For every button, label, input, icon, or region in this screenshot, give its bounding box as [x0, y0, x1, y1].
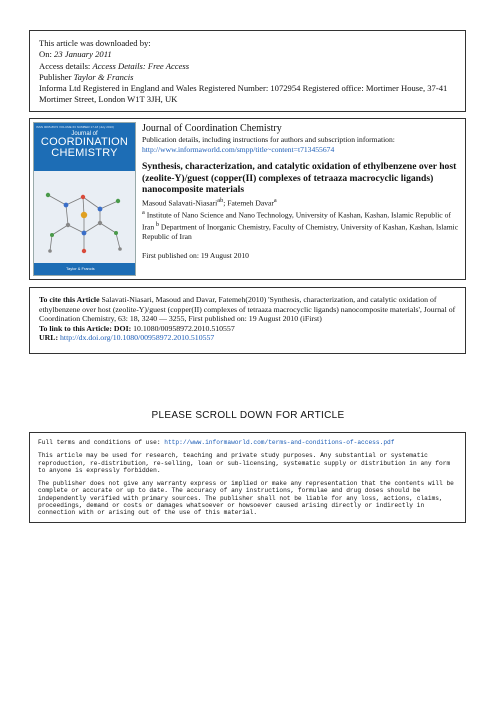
journal-url-link[interactable]: http://www.informaworld.com/smpp/title~content=t713455674	[142, 144, 335, 154]
access-details: Access Details: Free Access	[92, 60, 190, 71]
molecule-illustration-icon	[38, 175, 131, 261]
publication-details: Publication details, including instructions for authors and subscription information:	[142, 135, 395, 144]
article-title: Synthesis, characterization, and catalytic oxidation of ethylbenzene over host (zeolite-Y)/guest (copper(II) complexes of tetraaza macrocyclic ligands) nanocomposite materials	[142, 161, 457, 195]
first-published-date: First published on: 19 August 2010	[142, 251, 249, 261]
access-details-line: Access details: Access Details: Free Access	[39, 60, 190, 71]
authors: Masoud Salavati-Niasari$^{ab}$; Fatemeh Davar$^a$	[142, 196, 277, 208]
download-date: 23 January 2011	[54, 49, 112, 60]
terms-link[interactable]: http://www.informaworld.com/terms-and-conditions-of-access.pdf	[164, 439, 395, 446]
doi-value: 10.1080/00958972.2010.510557	[131, 323, 235, 333]
downloaded-by-line: This article was downloaded by:	[39, 38, 151, 48]
cover-journal-word: Journal of	[71, 131, 98, 137]
scroll-down-message: PLEASE SCROLL DOWN FOR ARTICLE	[151, 410, 345, 421]
publisher-line: Publisher Taylor & Francis	[39, 71, 134, 82]
doi-line: To link to this Article: DOI: 10.1080/00958972.2010.510557	[39, 323, 235, 333]
cover-footer-band	[34, 263, 135, 275]
terms-paragraph-usage: This article may be used for research, teaching and private study purposes. Any substantial or systematic reproduction, re-distribution, re-selling, loan or sub-licensing, systematic supply or distribution in any form to anyone is expressly forbidden.	[38, 452, 451, 474]
terms-box	[29, 432, 466, 523]
download-info-box	[29, 30, 466, 112]
journal-name: Journal of Coordination Chemistry	[142, 123, 282, 134]
registered-office-line: Informa Ltd Registered in England and Wales Registered Number: 1072954 Registered office: Mortimer House, 37-41 Mortimer Street, London W1T 3JH, UK	[39, 83, 448, 105]
terms-paragraph-disclaimer: The publisher does not give any warranty express or implied or make any representation that the contents will be complete or accurate or up to date. The accuracy of any instructions, formulae and drug doses should be independently verified with primary sources. The publisher shall not be liable for any loss, actions, claims, proceedings, demand or costs or damages whatsoever or howsoever caused arising directly or indirectly in connection with or arising out of the use of this material.	[38, 480, 454, 517]
download-date-line: On: 23 January 2011	[39, 49, 112, 60]
cover-header-band	[34, 123, 135, 171]
cover-publisher-logo: Taylor & Francis	[66, 266, 95, 271]
terms-intro: Full terms and conditions of use: http://www.informaworld.com/terms-and-conditions-of-access.pdf	[38, 439, 395, 446]
journal-info-box	[29, 118, 466, 280]
cover-issue-strip: ISSN 0095-8972 VOLUME 63 NUMBER 17-18 (July 2010)	[36, 125, 114, 129]
journal-details	[142, 123, 460, 261]
publisher-name: Taylor & Francis	[73, 71, 134, 82]
doi-url-link[interactable]: http://dx.doi.org/10.1080/00958972.2010.510557	[58, 333, 215, 343]
affiliations: $^a$ Institute of Nano Science and Nano Technology, University of Kashan, Kashan, Islamic Republic of Iran $^b$ Department of Inorganic Chemistry, Faculty of Chemistry, University of Kashan, Kashan, Islamic Republic of Iran	[142, 208, 459, 241]
journal-cover-image	[33, 122, 136, 276]
citation-text: To cite this Article Salavati-Niasari, Masoud and Davar, Fatemeh(2010) 'Synthesis, characterization, and catalytic oxidation of ethylbenzene over host (zeolite-Y)/guest (copper(II) complexes of tetraaza macrocyclic ligands) nanocomposite materials', Journal of Coordination Chemistry, 63: 18, 3240 — 3255, First published on: 19 August 2010 (iFirst)	[39, 295, 456, 324]
citation-box	[29, 287, 466, 354]
citation-label: To cite this Article	[39, 295, 100, 304]
cover-title: COORDINATION CHEMISTRY	[40, 136, 129, 159]
url-line: URL: http://dx.doi.org/10.1080/00958972.2010.510557	[39, 333, 215, 343]
